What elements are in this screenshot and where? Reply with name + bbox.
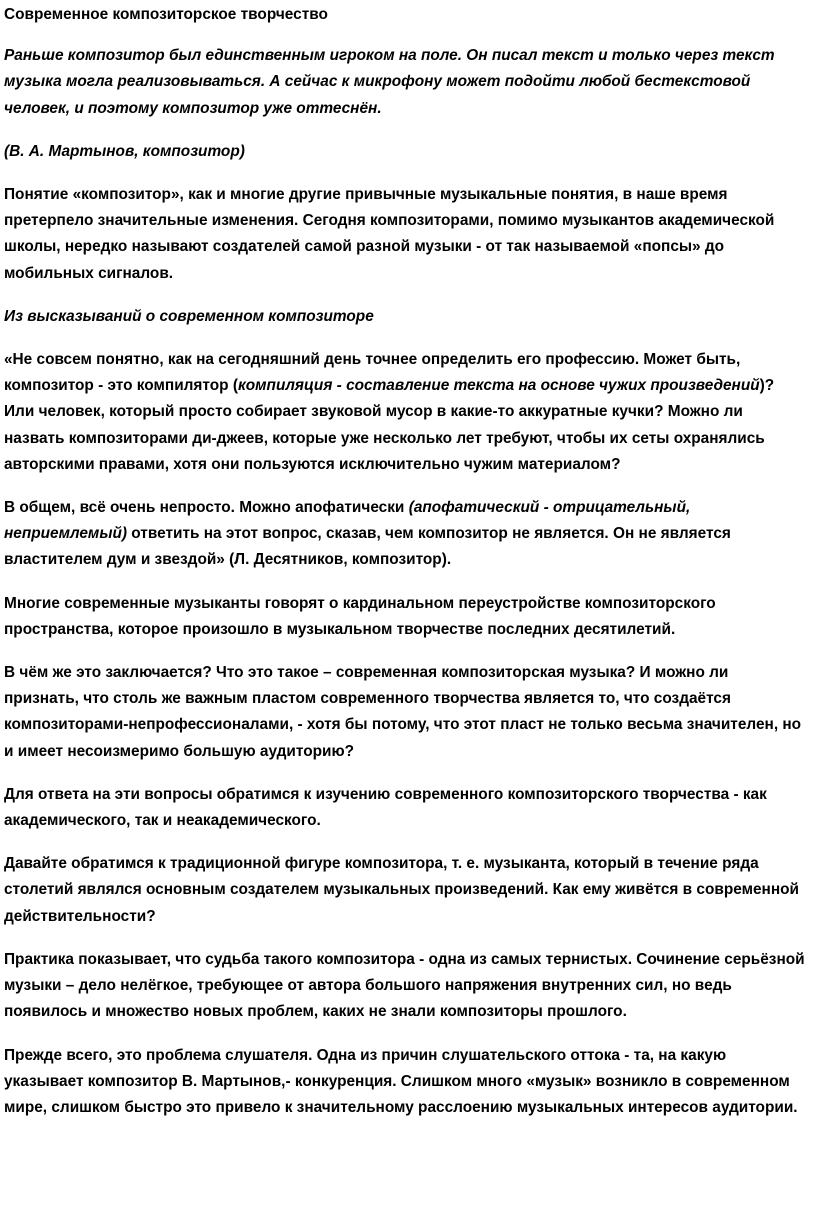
- paragraph-composer-concept: Понятие «композитор», как и многие другие привычные музыкальные понятия, в наше время претерпело значительные изменения. Сегодня композиторами, помимо музыкантов академической школы, нередко называют создателей самой разной музыки - от так называемой «попсы» до мобильных сигналов.: [4, 186, 775, 282]
- paragraph-listener-problem: Прежде всего, это проблема слушателя. Одна из причин слушательского оттока - та, на какую указывает композитор В. Мартынов,- конкуренция. Слишком много «музык» возникло в современном мире, слишком быстро это привело к значительному расслоению музыкальных интересов аудитории.: [4, 1046, 798, 1116]
- quote-desyatnikov-part1: [4, 347, 806, 478]
- paragraph-practice: Практика показывает, что судьба такого композитора - одна из самых тернистых. Сочинение серьёзной музыки – дело нелёгкое, требующее от автора большого напряжения внутренних сил, но ведь появилось и множество новых проблем, каких не знали композиторы прошлого.: [4, 950, 805, 1021]
- quote2-text-c: ответить на этот вопрос, сказав, чем композитор не является. Он не является властителем дум и звездой» (Л. Десятников, композитор).: [4, 525, 731, 569]
- quote-heading: Из высказываний о современном композиторе: [4, 307, 374, 325]
- paragraph-questions: В чём же это заключается? Что это такое – современная композиторская музыка? И можно ли признать, что столь же важным пластом современного творчества является то, что создаётся композиторами-непрофессионалами, - хотя бы потому, что этот пласт не только весьма значителен, но и имеет несоизмеримо большую аудиторию?: [4, 664, 802, 760]
- paragraph-study: Для ответа на эти вопросы обратимся к изучению современного композиторского творчества - как академического, так и неакадемического.: [4, 785, 767, 830]
- epigraph: Раньше композитор был единственным игроком на поле. Он писал текст и только через текст музыка могла реализовываться. А сейчас к микрофону может подойти любой бестекстовой человек, и поэтому композитор уже оттеснён.: [4, 47, 775, 117]
- quote1-text-c: )? Или человек, который просто собирает звуковой мусор в какие-то аккуратные кучки? Можно ли назвать композиторами ди-джеев, которые уже несколько лет требуют, чтобы их сеты охранялись авторскими правами, хотя они пользуются исключительно чужим материалом?: [4, 377, 775, 473]
- paragraph-traditional-composer: Давайте обратимся к традиционной фигуре композитора, т. е. музыканта, который в течение ряда столетий являлся основным создателем музыкальных произведений. Как ему живётся в современной действительности?: [4, 855, 799, 925]
- quote2-text-a: В общем, всё очень непросто. Можно апофатически: [4, 499, 409, 517]
- epigraph-author: (В. А. Мартынов, композитор): [4, 142, 245, 160]
- quote2-definition: (апофатический - отрицательный, неприемлемый): [4, 499, 691, 543]
- document-title: Современное композиторское творчество: [4, 6, 328, 23]
- quote1-text-a: «Не совсем понятно, как на сегодняшний день точнее определить его профессию. Может быть, композитор - это компилятор (: [4, 351, 741, 395]
- quote1-definition: компиляция - составление текста на основе чужих произведений: [237, 377, 760, 395]
- quote-desyatnikov-part2: [4, 495, 806, 574]
- paragraph-restructuring: Многие современные музыканты говорят о кардинальном переустройстве композиторского пространства, которое произошло в музыкальном творчестве последних десятилетий.: [4, 594, 716, 638]
